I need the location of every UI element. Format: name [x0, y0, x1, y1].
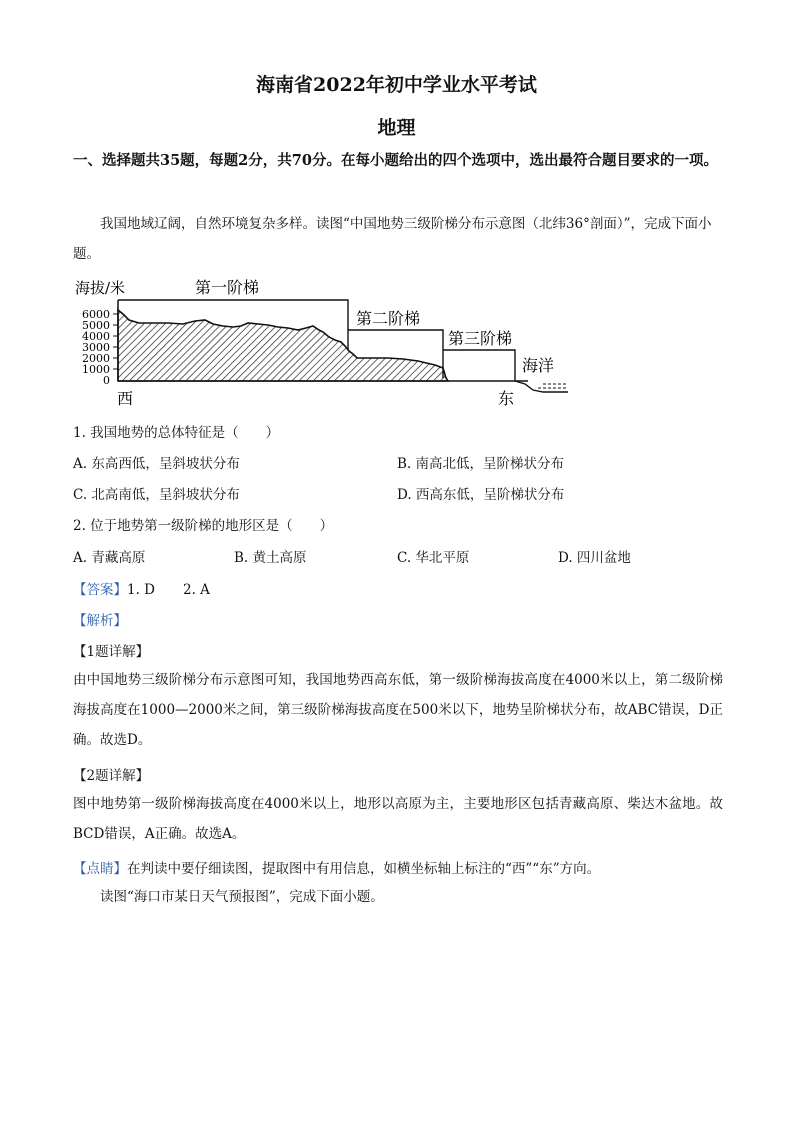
y-tick-label: 3000 — [82, 341, 110, 354]
y-tick-label: 1000 — [82, 363, 110, 376]
detail-1-label: 【1题详解】 — [73, 644, 150, 660]
q1-option-c: C. 北高南低，呈斜坡状分布 — [73, 487, 240, 503]
answer-1: 1. D — [127, 582, 155, 598]
question-2-stem: 2. 位于地势第一级阶梯的地形区是（ ） — [73, 518, 334, 534]
detail-2-label: 【2题详解】 — [73, 768, 150, 784]
analysis-label: 【解析】 — [73, 613, 127, 629]
y-tick-label: 4000 — [82, 330, 110, 343]
q2-option-d: D. 四川盆地 — [558, 550, 631, 566]
coastline — [515, 381, 568, 392]
terrain-profile-diagram — [73, 274, 573, 409]
y-axis-label: 海拔/米 — [75, 279, 126, 297]
step1-label: 第一阶梯 — [195, 278, 260, 297]
intro-paragraph: 我国地域辽阔，自然环境复杂多样。读图“中国地势三级阶梯分布示意图（北纬36°剖面）”，完成下面小题。 — [73, 216, 712, 262]
west-label: 西 — [117, 389, 134, 408]
q2-option-c: C. 华北平原 — [397, 550, 470, 566]
detail-1-text: 由中国地势三级阶梯分布示意图可知，我国地势西高东低，第一级阶梯海拔高度在4000米以上，第二级阶梯海拔高度在1000—2000米之间，第三级阶梯海拔高度在500米以下，地势呈阶梯状分布，故ABC错误，D正确。故选D。 — [73, 672, 723, 748]
q2-option-b: B. 黄土高原 — [234, 550, 307, 566]
question-1-stem: 1. 我国地势的总体特征是（ ） — [73, 425, 280, 441]
detail-2-text: 图中地势第一级阶梯海拔高度在4000米以上，地形以高原为主，主要地形区包括青藏高原、柴达木盆地。故BCD错误，A正确。故选A。 — [73, 796, 723, 842]
answer-2: 2. A — [183, 582, 210, 598]
step2-label: 第二阶梯 — [356, 309, 421, 328]
intro-paragraph-2: 读图“海口市某日天气预报图”，完成下面小题。 — [100, 889, 384, 905]
tip-text: 在判读中要仔细读图，提取图中有用信息，如横坐标轴上标注的“西”“东”方向。 — [127, 861, 601, 877]
y-tick-label: 0 — [103, 374, 110, 387]
answer-label: 【答案】 — [73, 582, 127, 598]
step3-label: 第三阶梯 — [448, 329, 513, 348]
step3-outline — [443, 350, 515, 381]
subject-title: 地理 — [377, 117, 416, 139]
section-heading: 一、选择题共35题，每题2分，共70分。在每小题给出的四个选项中，选出最符合题目要求的一项。 — [73, 152, 718, 169]
y-tick-label: 6000 — [82, 308, 110, 321]
ocean-label: 海洋 — [522, 356, 555, 375]
page-title: 海南省2022年初中学业水平考试 — [256, 74, 537, 96]
tip-line — [73, 857, 600, 877]
q2-option-a: A. 青藏高原 — [73, 550, 146, 566]
q1-option-b: B. 南高北低，呈阶梯状分布 — [397, 456, 565, 472]
tip-label: 【点睛】 — [73, 861, 127, 877]
east-label: 东 — [498, 389, 515, 408]
q1-option-d: D. 西高东低，呈阶梯状分布 — [397, 487, 565, 503]
y-tick-label: 5000 — [82, 319, 110, 332]
answer-line — [73, 578, 210, 598]
y-tick-label: 2000 — [82, 352, 110, 365]
q1-option-a: A. 东高西低，呈斜坡状分布 — [73, 456, 240, 472]
